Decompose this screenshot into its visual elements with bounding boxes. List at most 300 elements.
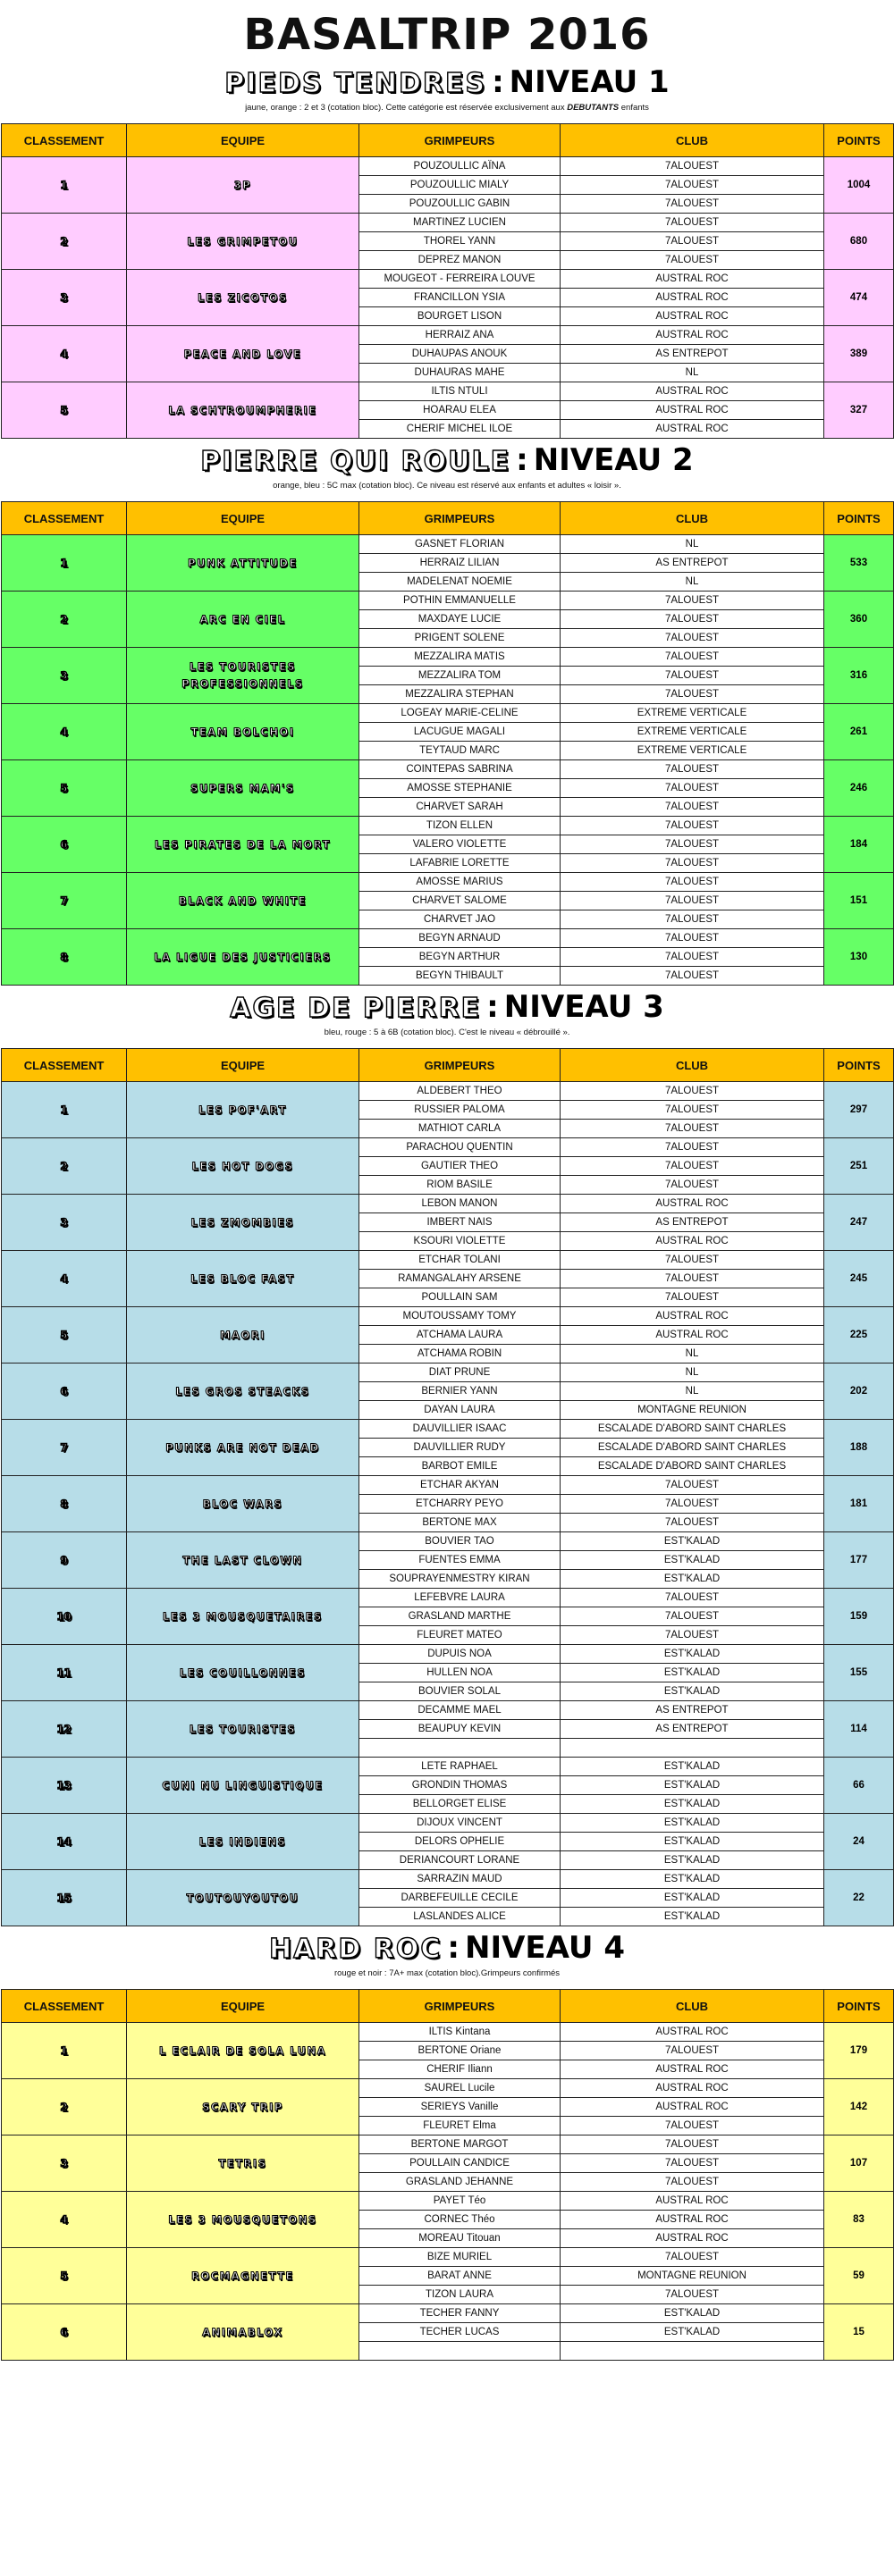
climber-cell: HULLEN NOA [359, 1664, 561, 1682]
level-name: HARD ROC [268, 1934, 443, 1965]
points-cell: 22 [824, 1870, 894, 1926]
points-header: POINTS [824, 1049, 894, 1082]
levels-container [0, 64, 894, 2361]
rank-header: CLASSEMENT [2, 1990, 127, 2023]
club-cell: AUSTRAL ROC [561, 270, 824, 289]
climber-cell: PARACHOU QUENTIN [359, 1138, 561, 1157]
table-row [2, 1532, 894, 1551]
points-cell: 59 [824, 2248, 894, 2304]
level-heading [0, 989, 894, 1025]
climber-cell: TEYTAUD MARC [359, 742, 561, 760]
team-name-cell: LES ZICOTOS [127, 270, 359, 326]
table-row [2, 1645, 894, 1664]
club-cell: 7ALOUEST [561, 1138, 824, 1157]
club-header: CLUB [561, 1049, 824, 1082]
team-name-cell: LES 3 MOUSQUETAIRES [127, 1589, 359, 1645]
climber-cell: DARBEFEUILLE CECILE [359, 1889, 561, 1908]
climber-cell: RUSSIER PALOMA [359, 1101, 561, 1120]
club-cell: EST'KALAD [561, 1814, 824, 1833]
points-cell: 181 [824, 1476, 894, 1532]
team-name-cell: LES GROS STEACKS [127, 1364, 359, 1420]
climber-cell: DELORS OPHELIE [359, 1833, 561, 1851]
team-name-cell: LA LIGUE DES JUSTICIERS [127, 929, 359, 986]
club-cell: 7ALOUEST [561, 251, 824, 270]
points-cell: 24 [824, 1814, 894, 1870]
team-name-cell: SUPERS MAM'S [127, 760, 359, 817]
team-name-cell: ANIMABLOX [127, 2304, 359, 2361]
rank-cell: 9 [2, 1532, 127, 1589]
club-cell: 7ALOUEST [561, 2135, 824, 2154]
points-cell: 225 [824, 1307, 894, 1364]
climber-cell: PRIGENT SOLENE [359, 629, 561, 648]
climber-cell: BEGYN ARTHUR [359, 948, 561, 967]
club-cell: 7ALOUEST [561, 2286, 824, 2304]
team-name-cell: LES ZMOMBIES [127, 1195, 359, 1251]
club-cell: 7ALOUEST [561, 1251, 824, 1270]
table-row [2, 2192, 894, 2211]
table-row [2, 704, 894, 723]
climber-cell: ATCHAMA LAURA [359, 1326, 561, 1345]
table-row [2, 817, 894, 835]
climber-cell: MARTINEZ LUCIEN [359, 214, 561, 232]
club-cell: 7ALOUEST [561, 2248, 824, 2267]
points-cell: 680 [824, 214, 894, 270]
rank-cell: 3 [2, 2135, 127, 2192]
club-cell: 7ALOUEST [561, 1589, 824, 1607]
club-cell: EST'KALAD [561, 1889, 824, 1908]
climber-cell: BOUVIER TAO [359, 1532, 561, 1551]
team-name-cell: 3P [127, 157, 359, 214]
climber-cell: BEGYN THIBAULT [359, 967, 561, 986]
climber-cell: DUPUIS NOA [359, 1645, 561, 1664]
table-header-row [2, 124, 894, 157]
club-cell: AUSTRAL ROC [561, 1232, 824, 1251]
table-row [2, 1307, 894, 1326]
team-name-cell: TETRIS [127, 2135, 359, 2192]
points-cell: 360 [824, 592, 894, 648]
club-cell: EXTREME VERTICALE [561, 742, 824, 760]
club-cell: NL [561, 1345, 824, 1364]
climber-cell: MOREAU Titouan [359, 2229, 561, 2248]
rank-cell: 7 [2, 873, 127, 929]
climber-cell: MEZZALIRA MATIS [359, 648, 561, 667]
club-cell: 7ALOUEST [561, 2042, 824, 2060]
table-row [2, 1589, 894, 1607]
club-cell: ESCALADE D'ABORD SAINT CHARLES [561, 1457, 824, 1476]
points-cell: 251 [824, 1138, 894, 1195]
climber-cell: BOUVIER SOLAL [359, 1682, 561, 1701]
table-header-row [2, 1049, 894, 1082]
table-row [2, 1870, 894, 1889]
table-row [2, 1082, 894, 1101]
rank-cell: 12 [2, 1701, 127, 1758]
points-cell: 297 [824, 1082, 894, 1138]
climber-cell: CHARVET SARAH [359, 798, 561, 817]
club-cell: EST'KALAD [561, 1664, 824, 1682]
table-row [2, 1758, 894, 1776]
level-section [0, 1930, 894, 2361]
rank-cell: 7 [2, 1420, 127, 1476]
club-cell: 7ALOUEST [561, 779, 824, 798]
team-name-cell: LA SCHTROUMPHERIE [127, 382, 359, 439]
points-cell: 107 [824, 2135, 894, 2192]
club-cell: AUSTRAL ROC [561, 2192, 824, 2211]
climber-cell: ETCHAR TOLANI [359, 1251, 561, 1270]
team-name-cell: LES HOT DOGS [127, 1138, 359, 1195]
club-cell: AUSTRAL ROC [561, 2079, 824, 2098]
table-row [2, 1420, 894, 1439]
ranking-table [1, 123, 894, 439]
level-section [0, 64, 894, 439]
club-cell: EST'KALAD [561, 1645, 824, 1664]
level-description-part: orange, bleu : 5C max (cotation bloc). Ce niveau est réservé aux enfants et adultes « loisir ». [273, 481, 621, 491]
rank-cell: 13 [2, 1758, 127, 1814]
points-cell: 155 [824, 1645, 894, 1701]
team-name-cell: ROCMAGNETTE [127, 2248, 359, 2304]
club-cell: 7ALOUEST [561, 817, 824, 835]
ranking-table [1, 1989, 894, 2361]
team-name-cell: PEACE AND LOVE [127, 326, 359, 382]
climber-cell [359, 1739, 561, 1758]
climber-cell: MOUGEOT - FERREIRA LOUVE [359, 270, 561, 289]
team-name-cell: LES INDIENS [127, 1814, 359, 1870]
club-cell: EST'KALAD [561, 2304, 824, 2323]
level-num: NIVEAU 4 [465, 1930, 626, 1966]
level-num: NIVEAU 3 [503, 989, 664, 1025]
team-name-cell: LES BLOC FAST [127, 1251, 359, 1307]
points-cell: 130 [824, 929, 894, 986]
climber-cell: FUENTES EMMA [359, 1551, 561, 1570]
points-cell: 474 [824, 270, 894, 326]
club-cell: NL [561, 535, 824, 554]
points-header: POINTS [824, 1990, 894, 2023]
level-description-part: jaune, orange : 2 et 3 (cotation bloc). Cette catégorie est réservée exclusivement aux [245, 103, 568, 113]
table-header-row [2, 502, 894, 535]
table-row [2, 760, 894, 779]
points-cell: 179 [824, 2023, 894, 2079]
team-name-cell: PUNK ATTITUDE [127, 535, 359, 592]
club-cell: AUSTRAL ROC [561, 1326, 824, 1345]
points-header: POINTS [824, 124, 894, 157]
climber-cell: BEGYN ARNAUD [359, 929, 561, 948]
climber-cell: AMOSSE MARIUS [359, 873, 561, 892]
club-cell: 7ALOUEST [561, 967, 824, 986]
table-row [2, 1364, 894, 1382]
club-cell: 7ALOUEST [561, 948, 824, 967]
table-row [2, 929, 894, 948]
rank-cell: 4 [2, 704, 127, 760]
table-row [2, 592, 894, 610]
climber-cell: LAFABRIE LORETTE [359, 854, 561, 873]
rank-cell: 2 [2, 1138, 127, 1195]
points-cell: 184 [824, 817, 894, 873]
level-description [0, 1966, 894, 1982]
team-name-cell: BLACK AND WHITE [127, 873, 359, 929]
points-header: POINTS [824, 502, 894, 535]
team-name-cell: LES PIRATES DE LA MORT [127, 817, 359, 873]
table-row [2, 214, 894, 232]
team-name-cell: LES TOURISTES [127, 1701, 359, 1758]
rank-header: CLASSEMENT [2, 124, 127, 157]
club-cell: 7ALOUEST [561, 1176, 824, 1195]
club-cell: 7ALOUEST [561, 610, 824, 629]
club-cell: 7ALOUEST [561, 157, 824, 176]
club-cell: EST'KALAD [561, 1795, 824, 1814]
climber-cell: FLEURET Elma [359, 2117, 561, 2135]
climber-cell: BERNIER YANN [359, 1382, 561, 1401]
club-cell: 7ALOUEST [561, 629, 824, 648]
table-row [2, 1701, 894, 1720]
climber-cell: BARBOT EMILE [359, 1457, 561, 1476]
level-section [0, 989, 894, 1926]
level-description [0, 1025, 894, 1041]
climber-cell: PAYET Téo [359, 2192, 561, 2211]
points-cell: 316 [824, 648, 894, 704]
climber-cell: DIJOUX VINCENT [359, 1814, 561, 1833]
rank-cell: 2 [2, 214, 127, 270]
climber-cell: GRASLAND MARTHE [359, 1607, 561, 1626]
climber-cell: ALDEBERT THEO [359, 1082, 561, 1101]
table-row [2, 2135, 894, 2154]
climber-cell: KSOURI VIOLETTE [359, 1232, 561, 1251]
club-cell: 7ALOUEST [561, 1607, 824, 1626]
level-heading [0, 442, 894, 478]
climber-cell: TIZON ELLEN [359, 817, 561, 835]
club-cell: AS ENTREPOT [561, 345, 824, 364]
rank-cell: 6 [2, 817, 127, 873]
rank-cell: 8 [2, 929, 127, 986]
climber-cell: DAYAN LAURA [359, 1401, 561, 1420]
table-row [2, 270, 894, 289]
club-header: CLUB [561, 1990, 824, 2023]
club-cell: EST'KALAD [561, 1870, 824, 1889]
team-name-cell: LES POF'ART [127, 1082, 359, 1138]
climber-cell: POUZOULLIC MIALY [359, 176, 561, 195]
climber-cell: POULLAIN CANDICE [359, 2154, 561, 2173]
level-description [0, 100, 894, 116]
club-cell: 7ALOUEST [561, 1476, 824, 1495]
climber-cell: BIZE MURIEL [359, 2248, 561, 2267]
team-name-cell: THE LAST CLOWN [127, 1532, 359, 1589]
points-cell: 151 [824, 873, 894, 929]
rank-cell: 14 [2, 1814, 127, 1870]
level-sep: : [516, 442, 528, 478]
climber-cell: CORNEC Théo [359, 2211, 561, 2229]
points-cell: 533 [824, 535, 894, 592]
climber-cell: GAUTIER THEO [359, 1157, 561, 1176]
climbers-header: GRIMPEURS [359, 1990, 561, 2023]
table-row [2, 648, 894, 667]
climber-cell: DEPREZ MANON [359, 251, 561, 270]
rank-cell: 6 [2, 1364, 127, 1420]
level-description-part: DEBUTANTS [567, 103, 620, 113]
points-cell: 246 [824, 760, 894, 817]
points-cell: 15 [824, 2304, 894, 2361]
climber-cell: IMBERT NAIS [359, 1213, 561, 1232]
table-row [2, 2248, 894, 2267]
climber-cell: RAMANGALAHY ARSENE [359, 1270, 561, 1288]
rank-cell: 3 [2, 270, 127, 326]
club-cell: AS ENTREPOT [561, 1213, 824, 1232]
climber-cell: SAUREL Lucile [359, 2079, 561, 2098]
level-num: NIVEAU 2 [533, 442, 694, 478]
climber-cell: DECAMME MAEL [359, 1701, 561, 1720]
club-cell: 7ALOUEST [561, 214, 824, 232]
climber-cell: DUHAURAS MAHE [359, 364, 561, 382]
club-cell: AUSTRAL ROC [561, 1307, 824, 1326]
table-row [2, 1138, 894, 1157]
table-row [2, 2079, 894, 2098]
club-cell: NL [561, 1382, 824, 1401]
table-row [2, 326, 894, 345]
club-cell: EST'KALAD [561, 1851, 824, 1870]
club-cell: EST'KALAD [561, 1776, 824, 1795]
climber-cell: POUZOULLIC AÏNA [359, 157, 561, 176]
climber-cell: BEAUPUY KEVIN [359, 1720, 561, 1739]
club-cell: 7ALOUEST [561, 685, 824, 704]
climber-cell: LOGEAY MARIE-CELINE [359, 704, 561, 723]
team-name-cell: TOUTOUYOUTOU [127, 1870, 359, 1926]
rank-cell: 11 [2, 1645, 127, 1701]
level-name: AGE DE PIERRE [230, 993, 482, 1024]
club-cell: AUSTRAL ROC [561, 326, 824, 345]
rank-cell: 5 [2, 382, 127, 439]
climber-cell: HERRAIZ ANA [359, 326, 561, 345]
climber-cell: ILTIS Kintana [359, 2023, 561, 2042]
climber-cell: ETCHARRY PEYO [359, 1495, 561, 1514]
points-cell: 159 [824, 1589, 894, 1645]
table-row [2, 1814, 894, 1833]
club-cell: 7ALOUEST [561, 854, 824, 873]
points-cell: 177 [824, 1532, 894, 1589]
club-cell: EST'KALAD [561, 1908, 824, 1926]
climber-cell: VALERO VIOLETTE [359, 835, 561, 854]
climber-cell: ATCHAMA ROBIN [359, 1345, 561, 1364]
rank-cell: 8 [2, 1476, 127, 1532]
climber-cell: TECHER LUCAS [359, 2323, 561, 2342]
climber-cell: DIAT PRUNE [359, 1364, 561, 1382]
team-name-cell: BLOC WARS [127, 1476, 359, 1532]
climber-cell: MAXDAYE LUCIE [359, 610, 561, 629]
level-heading [0, 64, 894, 100]
climber-cell: LACUGUE MAGALI [359, 723, 561, 742]
rank-cell: 15 [2, 1870, 127, 1926]
team-name-cell: LES COUILLONNES [127, 1645, 359, 1701]
rank-cell: 1 [2, 2023, 127, 2079]
table-header-row [2, 1990, 894, 2023]
level-sep: : [486, 989, 499, 1025]
table-row [2, 873, 894, 892]
table-row [2, 1195, 894, 1213]
climber-cell: RIOM BASILE [359, 1176, 561, 1195]
climber-cell [359, 2342, 561, 2361]
team-name-cell: LES TOURISTES PROFESSIONNELS [127, 648, 359, 704]
level-sep: : [492, 64, 504, 100]
team-name-cell: SCARY TRIP [127, 2079, 359, 2135]
club-cell: 7ALOUEST [561, 176, 824, 195]
climber-cell: POULLAIN SAM [359, 1288, 561, 1307]
level-name: PIERRE QUI ROULE [200, 446, 511, 477]
level-heading [0, 1930, 894, 1966]
ranking-table [1, 501, 894, 986]
club-cell: AUSTRAL ROC [561, 2211, 824, 2229]
climbers-header: GRIMPEURS [359, 1049, 561, 1082]
club-cell: AUSTRAL ROC [561, 420, 824, 439]
club-cell: AUSTRAL ROC [561, 289, 824, 307]
rank-cell: 1 [2, 157, 127, 214]
rank-cell: 4 [2, 2192, 127, 2248]
climber-cell: DUHAUPAS ANOUK [359, 345, 561, 364]
club-cell: AUSTRAL ROC [561, 2098, 824, 2117]
club-cell: 7ALOUEST [561, 760, 824, 779]
rank-cell: 3 [2, 1195, 127, 1251]
club-cell: NL [561, 1364, 824, 1382]
rank-cell: 6 [2, 2304, 127, 2361]
club-cell: 7ALOUEST [561, 1101, 824, 1120]
climber-cell: LEFEBVRE LAURA [359, 1589, 561, 1607]
team-name-cell: MAORI [127, 1307, 359, 1364]
table-row [2, 2304, 894, 2323]
climber-cell: ETCHAR AKYAN [359, 1476, 561, 1495]
table-row [2, 382, 894, 401]
climber-cell: DAUVILLIER ISAAC [359, 1420, 561, 1439]
club-cell: AUSTRAL ROC [561, 1195, 824, 1213]
club-header: CLUB [561, 502, 824, 535]
climber-cell: GASNET FLORIAN [359, 535, 561, 554]
climber-cell: BERTONE MARGOT [359, 2135, 561, 2154]
climber-cell: MOUTOUSSAMY TOMY [359, 1307, 561, 1326]
club-cell [561, 1739, 824, 1758]
climber-cell: CHARVET JAO [359, 910, 561, 929]
climbers-header: GRIMPEURS [359, 124, 561, 157]
club-cell: 7ALOUEST [561, 1626, 824, 1645]
club-cell: 7ALOUEST [561, 1514, 824, 1532]
team-name-cell: LES GRIMPETOU [127, 214, 359, 270]
club-cell: AS ENTREPOT [561, 1720, 824, 1739]
points-cell: 327 [824, 382, 894, 439]
team-header: EQUIPE [127, 1990, 359, 2023]
club-cell: AUSTRAL ROC [561, 2023, 824, 2042]
points-cell: 142 [824, 2079, 894, 2135]
climber-cell: LETE RAPHAEL [359, 1758, 561, 1776]
page-title: BASALTRIP 2016 [243, 10, 651, 60]
climber-cell: POUZOULLIC GABIN [359, 195, 561, 214]
rank-cell: 1 [2, 1082, 127, 1138]
rank-cell: 5 [2, 1307, 127, 1364]
rank-header: CLASSEMENT [2, 1049, 127, 1082]
team-name-cell: PUNKS ARE NOT DEAD [127, 1420, 359, 1476]
climber-cell: LASLANDES ALICE [359, 1908, 561, 1926]
club-cell: 7ALOUEST [561, 195, 824, 214]
club-cell: NL [561, 573, 824, 592]
table-row [2, 2023, 894, 2042]
climber-cell: SARRAZIN MAUD [359, 1870, 561, 1889]
club-cell: AS ENTREPOT [561, 1701, 824, 1720]
climber-cell: SERIEYS Vanille [359, 2098, 561, 2117]
club-cell: 7ALOUEST [561, 1270, 824, 1288]
climber-cell: AMOSSE STEPHANIE [359, 779, 561, 798]
table-row [2, 535, 894, 554]
climber-cell: THOREL YANN [359, 232, 561, 251]
climber-cell: BELLORGET ELISE [359, 1795, 561, 1814]
club-cell: 7ALOUEST [561, 1495, 824, 1514]
club-cell: 7ALOUEST [561, 929, 824, 948]
rank-cell: 5 [2, 2248, 127, 2304]
club-cell: AUSTRAL ROC [561, 382, 824, 401]
rank-cell: 5 [2, 760, 127, 817]
rank-cell: 3 [2, 648, 127, 704]
climber-cell: BERTONE Oriane [359, 2042, 561, 2060]
